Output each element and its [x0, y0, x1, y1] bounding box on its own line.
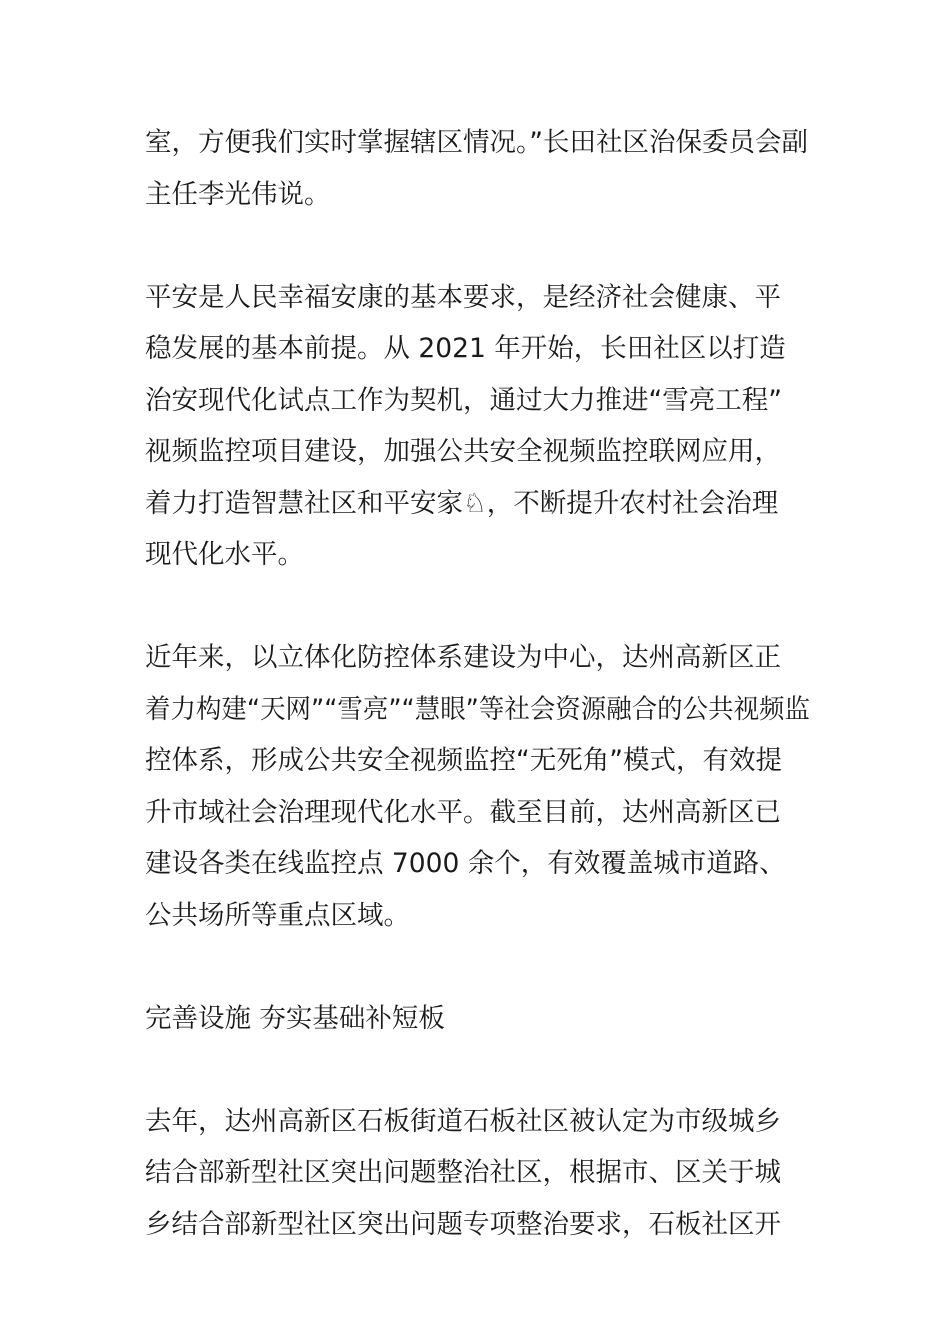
text-line: 稳发展的基本前提。从 2021 年开始，长田社区以打造: [145, 333, 786, 364]
text-line: 主任李光伟说。: [145, 178, 331, 210]
text-line: 治安现代化试点工作为契机，通过大力推进“雪亮工程”: [145, 384, 782, 416]
section-heading: 完善设施 夯实基础补短板: [145, 1002, 445, 1034]
paragraph-3: [145, 632, 810, 941]
text-line: 公共场所等重点区域。: [145, 899, 410, 931]
document-page: [145, 117, 810, 1250]
paragraph-gap: [145, 220, 810, 272]
text-line: 控体系，形成公共安全视频监控“无死角”模式，有效提: [145, 745, 782, 776]
text-line: 室，方便我们实时掌握辖区情况。”长田社区治保委员会副: [145, 127, 808, 158]
text-line: 视频监控项目建设，加强公共安全视频监控联网应用，: [145, 436, 781, 467]
text-line: 现代化水平。: [145, 539, 304, 570]
paragraph-2: [145, 272, 810, 581]
text-line: 平安是人民幸福安康的基本要求，是经济社会健康、平: [145, 281, 781, 313]
text-line: 去年，达州高新区石板街道石板社区被认定为市级城乡: [145, 1105, 781, 1137]
paragraph-gap: [145, 1044, 810, 1096]
text-line: 升市域社会治理现代化水平。截至目前，达州高新区已: [145, 796, 781, 828]
text-line: 着力打造智慧社区和平安家♘，不断提升农村社会治理: [145, 487, 779, 519]
text-line: 乡结合部新型社区突出问题专项整治要求，石板社区开: [145, 1208, 781, 1240]
paragraph-4: [145, 1096, 810, 1251]
paragraph-gap: [145, 581, 810, 633]
paragraph-1: [145, 117, 810, 220]
text-line: 建设各类在线监控点 7000 余个，有效覆盖城市道路、: [145, 848, 786, 879]
text-line: 近年来，以立体化防控体系建设为中心，达州高新区正: [145, 642, 781, 673]
text-line: 结合部新型社区突出问题整治社区，根据市、区关于城: [145, 1157, 781, 1188]
paragraph-gap: [145, 941, 810, 993]
text-line: 着力构建“天网”“雪亮”“慧眼”等社会资源融合的公共视频监: [145, 693, 810, 725]
